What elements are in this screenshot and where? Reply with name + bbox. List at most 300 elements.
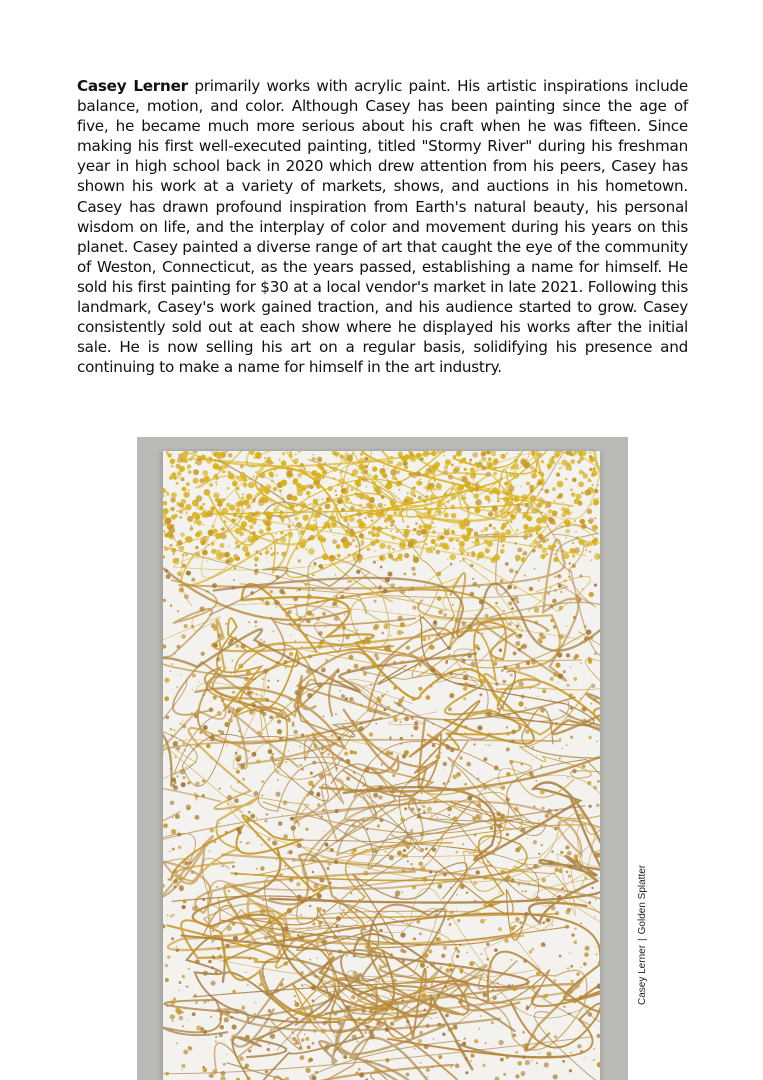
paint-dot	[437, 1023, 441, 1027]
paint-dot	[350, 501, 352, 503]
paint-dot	[340, 470, 343, 473]
paint-dot	[166, 1005, 168, 1007]
paint-dot	[211, 981, 216, 986]
paint-dot	[315, 942, 319, 946]
paint-dot	[418, 1039, 422, 1043]
paint-dot	[398, 489, 400, 491]
paint-dot	[450, 887, 452, 889]
paint-dot	[355, 545, 358, 548]
paint-dot	[280, 757, 282, 759]
paint-dot	[201, 541, 205, 545]
paint-dot	[173, 869, 177, 873]
paint-dot	[289, 1037, 291, 1039]
paint-dot	[453, 615, 455, 617]
paint-dot	[585, 549, 587, 551]
paint-dot	[313, 519, 315, 521]
paint-dot	[282, 452, 285, 455]
paint-dot	[186, 514, 188, 516]
paint-dot	[202, 844, 204, 846]
paint-dot	[233, 936, 238, 941]
paint-dot	[196, 1025, 201, 1030]
paint-dot	[526, 864, 528, 866]
paint-dot	[369, 1060, 372, 1063]
paint-dot	[440, 535, 445, 540]
paint-dot	[355, 492, 358, 495]
paint-dot	[441, 954, 445, 958]
paint-dot	[450, 554, 456, 560]
paint-dot	[332, 539, 337, 544]
paint-dot	[373, 561, 376, 564]
paint-dot	[273, 508, 278, 513]
paint-dot	[373, 485, 378, 490]
paint-dot	[481, 451, 487, 457]
paint-dot	[587, 657, 591, 661]
paint-dot	[301, 768, 304, 771]
paint-dot	[170, 728, 173, 731]
paint-dot	[583, 1026, 584, 1027]
paint-dot	[247, 691, 251, 695]
paint-dot	[169, 522, 171, 524]
paint-dot	[183, 860, 188, 865]
paint-dot	[584, 625, 587, 628]
paint-dot	[468, 624, 473, 629]
paint-dot	[199, 681, 200, 682]
paint-dot	[270, 756, 274, 760]
paint-dot	[338, 931, 340, 933]
paint-dot	[332, 523, 336, 527]
paint-dot	[563, 789, 565, 791]
paint-dot	[390, 524, 393, 527]
paint-dot	[213, 696, 217, 700]
paint-dot	[402, 922, 403, 923]
paint-dot	[434, 914, 439, 919]
paint-dot	[504, 482, 507, 485]
paint-dot	[399, 721, 401, 723]
paint-dot	[460, 970, 463, 973]
paint-dot	[385, 484, 389, 488]
paint-dot	[406, 646, 410, 650]
paint-dot	[361, 541, 364, 544]
paint-dot	[402, 631, 404, 633]
paint-dot	[336, 767, 338, 769]
paint-dot	[171, 829, 176, 834]
paint-dot	[348, 655, 353, 660]
paint-dot	[585, 946, 590, 951]
paint-dot	[182, 975, 185, 978]
paint-dot	[297, 934, 300, 937]
paint-dot	[467, 985, 469, 987]
paint-dot	[466, 892, 468, 894]
paint-dot	[186, 805, 191, 810]
paint-dot	[300, 914, 302, 916]
paint-dot	[173, 475, 178, 480]
paint-dot	[391, 1034, 393, 1036]
paint-dot	[347, 554, 350, 557]
paint-dot	[509, 816, 511, 818]
paint-dot	[225, 944, 229, 948]
paint-dot	[574, 520, 576, 522]
paint-dot	[459, 756, 462, 759]
paint-dot	[518, 846, 522, 850]
paint-dot	[411, 735, 413, 737]
paint-dot	[347, 524, 350, 527]
paint-dot	[328, 994, 332, 998]
paint-dot	[571, 511, 573, 513]
paint-dot	[418, 808, 421, 811]
paint-dot	[296, 614, 297, 615]
paint-dot	[181, 875, 183, 877]
paint-dot	[256, 817, 258, 819]
paint-dot	[270, 1034, 275, 1039]
paint-dot	[576, 494, 582, 500]
paint-dot	[317, 731, 320, 734]
paint-dot	[506, 867, 507, 868]
paint-dot	[347, 486, 350, 489]
paint-dot	[374, 653, 378, 657]
paint-dot	[480, 919, 485, 924]
paint-dot	[249, 525, 253, 529]
paint-dot	[375, 539, 380, 544]
paint-dot	[246, 915, 250, 919]
paint-dot	[347, 522, 349, 524]
paint-dot	[493, 527, 496, 530]
paint-dot	[492, 487, 498, 493]
paint-dot	[594, 517, 596, 519]
paint-dot	[196, 799, 197, 800]
paint-drip	[187, 936, 339, 1057]
paint-dot	[334, 535, 335, 536]
paint-dot	[234, 567, 236, 569]
paint-dot	[472, 489, 474, 491]
paint-dot	[566, 744, 568, 746]
paint-dot	[361, 1022, 363, 1024]
paint-dot	[407, 530, 410, 533]
paint-dot	[493, 472, 496, 475]
paint-dot	[534, 607, 539, 612]
paint-dot	[447, 919, 449, 921]
paint-dot	[390, 953, 393, 956]
paint-dot	[454, 673, 456, 675]
paint-dot	[529, 587, 534, 592]
paint-dot	[467, 553, 469, 555]
paint-dot	[595, 489, 597, 491]
paint-dot	[429, 870, 432, 873]
paint-dot	[481, 530, 484, 533]
paint-dot	[414, 721, 418, 725]
paint-dot	[474, 489, 476, 491]
paint-dot	[493, 661, 498, 666]
paint-dot	[311, 524, 318, 531]
paint-dot	[323, 943, 324, 944]
paint-dot	[327, 1019, 331, 1023]
paint-dot	[182, 905, 186, 909]
paint-dot	[417, 779, 418, 780]
paint-dot	[483, 506, 486, 509]
paint-dot	[434, 543, 438, 547]
paint-dot	[595, 526, 597, 528]
paint-dot	[470, 467, 475, 472]
paint-dot	[364, 457, 368, 461]
paint-dot	[403, 841, 405, 843]
paint-dot	[554, 500, 556, 502]
paint-dot	[186, 511, 188, 513]
paint-dot	[349, 542, 353, 546]
paint-dot	[541, 488, 544, 491]
paint-dot	[516, 664, 521, 669]
paint-dot	[420, 1062, 422, 1064]
paint-dot	[398, 451, 403, 456]
paint-dot	[299, 746, 301, 748]
paint-dot	[509, 568, 514, 573]
paint-dot	[595, 851, 598, 854]
paint-dot	[353, 670, 355, 672]
paint-dot	[328, 526, 331, 529]
paint-dot	[296, 590, 297, 591]
paint-dot	[423, 451, 429, 457]
paint-dot	[450, 910, 454, 914]
paint-dot	[451, 513, 457, 519]
paint-dot	[430, 645, 435, 650]
paint-dot	[575, 531, 577, 533]
paint-dot	[203, 516, 205, 518]
paint-dot	[338, 949, 342, 953]
paint-dot	[591, 504, 592, 505]
paint-dot	[366, 503, 372, 509]
paint-dot	[357, 511, 362, 516]
paint-dot	[339, 478, 345, 484]
paint-dot	[482, 1064, 485, 1067]
paint-dot	[283, 660, 287, 664]
paint-dot	[583, 962, 587, 966]
paint-dot	[428, 637, 431, 640]
paint-dot	[417, 815, 421, 819]
paint-dot	[386, 1069, 387, 1070]
paint-dot	[209, 456, 211, 458]
paint-dot	[260, 909, 265, 914]
paint-dot	[200, 606, 205, 611]
paint-dot	[447, 806, 452, 811]
paint-dot	[169, 544, 172, 547]
paint-dot	[448, 780, 450, 782]
paint-dot	[220, 1013, 223, 1016]
paint-dot	[487, 861, 489, 863]
paint-dot	[474, 834, 476, 836]
paint-dot	[173, 785, 176, 788]
paint-dot	[279, 873, 283, 877]
paint-dot	[491, 1021, 494, 1024]
paint-dot	[195, 959, 200, 964]
paint-dot	[448, 474, 453, 479]
paint-dot	[574, 927, 576, 929]
paint-dot	[171, 548, 176, 553]
paint-dot	[554, 576, 556, 578]
paint-dot	[409, 473, 412, 476]
paint-dot	[279, 510, 283, 514]
paint-dot	[183, 1049, 188, 1054]
paint-dot	[413, 937, 416, 940]
paint-dot	[550, 460, 555, 465]
paint-dot	[493, 818, 496, 821]
paint-dot	[427, 1076, 428, 1077]
paint-dot	[192, 451, 197, 454]
paint-dot	[469, 592, 474, 597]
paint-dot	[422, 877, 427, 882]
paint-dot	[287, 908, 292, 913]
paint-dot	[377, 824, 380, 827]
paint-dot	[260, 866, 264, 870]
paint-dot	[562, 887, 564, 889]
paint-dot	[522, 1031, 524, 1033]
paint-dot	[329, 952, 333, 956]
paint-dot	[597, 780, 600, 783]
paint-dot	[374, 600, 377, 603]
paint-dot	[390, 530, 392, 532]
paint-dot	[563, 553, 570, 560]
paint-dot	[535, 780, 537, 782]
paint-dot	[453, 1024, 457, 1028]
paint-dot	[421, 474, 424, 477]
paint-dot	[179, 546, 184, 551]
paint-dot	[195, 1001, 198, 1004]
gold-splatter-painting	[163, 451, 600, 1080]
paint-dot	[431, 451, 436, 456]
paint-dot	[513, 586, 517, 590]
paint-dot	[508, 622, 512, 626]
paint-dot	[277, 921, 282, 926]
paint-dot	[531, 659, 536, 664]
paint-dot	[347, 455, 353, 461]
paint-dot	[195, 781, 200, 786]
paint-dot	[339, 998, 341, 1000]
paint-dot	[402, 509, 404, 511]
paint-dot	[275, 792, 280, 797]
paint-dot	[447, 646, 451, 650]
paint-dot	[369, 967, 370, 968]
paint-dot	[345, 497, 350, 502]
paint-dot	[312, 761, 316, 765]
paint-dot	[458, 1000, 462, 1004]
paint-dot	[455, 804, 456, 805]
paint-dot	[265, 813, 268, 816]
paint-dot	[379, 965, 382, 968]
paint-dot	[215, 971, 218, 974]
paint-dot	[444, 768, 445, 769]
paint-dot	[510, 959, 512, 961]
paint-dot	[430, 685, 432, 687]
paint-dot	[188, 1047, 192, 1051]
paint-dot	[541, 663, 542, 664]
paint-dot	[507, 512, 510, 515]
paint-dot	[303, 467, 306, 470]
paint-dot	[463, 697, 466, 700]
paint-dot	[466, 486, 468, 488]
paint-dot	[206, 560, 207, 561]
paint-dot	[288, 850, 292, 854]
paint-dot	[593, 467, 596, 470]
paint-dot	[230, 904, 232, 906]
paint-dot	[403, 499, 408, 504]
paint-dot	[312, 457, 316, 461]
paint-dot	[506, 509, 508, 511]
paint-dot	[470, 1060, 472, 1062]
paint-dot	[470, 564, 474, 568]
paint-dot	[413, 528, 416, 531]
paint-dot	[373, 793, 378, 798]
paint-dot	[340, 786, 344, 790]
paint-dot	[386, 579, 389, 582]
paint-dot	[423, 809, 424, 810]
paint-dot	[546, 538, 549, 541]
paint-dot	[335, 809, 339, 813]
paint-dot	[407, 860, 409, 862]
paint-dot	[568, 576, 570, 578]
paint-dot	[336, 793, 338, 795]
paint-dot	[179, 509, 184, 514]
paint-dot	[165, 978, 169, 982]
paint-dot	[410, 491, 415, 496]
paint-dot	[374, 474, 378, 478]
paint-dot	[270, 590, 273, 593]
paint-dot	[571, 933, 575, 937]
paint-dot	[169, 850, 171, 852]
paint-dot	[298, 588, 301, 591]
paint-dot	[357, 937, 359, 939]
paint-dot	[248, 517, 252, 521]
paint-dot	[510, 465, 515, 470]
paint-dot	[353, 558, 355, 560]
paint-dot	[379, 556, 383, 560]
paint-dot	[507, 615, 508, 616]
paint-dot	[569, 570, 571, 572]
paint-dot	[442, 1024, 445, 1027]
paint-dot	[483, 787, 486, 790]
paint-dot	[548, 904, 550, 906]
paint-dot	[182, 742, 185, 745]
paint-dot	[538, 503, 542, 507]
paint-dot	[371, 664, 375, 668]
paint-dot	[482, 457, 487, 462]
paint-dot	[173, 879, 178, 884]
paint-dot	[175, 756, 177, 758]
paint-dot	[209, 1073, 214, 1078]
paint-dot	[255, 1044, 256, 1045]
paint-dot	[340, 913, 342, 915]
paint-dot	[287, 494, 293, 500]
paint-dot	[240, 464, 244, 468]
paint-dot	[167, 453, 171, 457]
paint-dot	[279, 490, 282, 493]
paint-dot	[312, 588, 315, 591]
paint-dot	[499, 509, 502, 512]
paint-dot	[340, 595, 344, 599]
paint-dot	[454, 947, 458, 951]
paint-dot	[583, 719, 586, 722]
paint-dot	[443, 946, 447, 950]
paint-dot	[545, 506, 547, 508]
paint-dot	[402, 869, 406, 873]
paint-dot	[455, 538, 459, 542]
paint-dot	[311, 858, 315, 862]
paint-dot	[179, 1016, 184, 1021]
paint-dot	[365, 486, 367, 488]
paint-dot	[283, 800, 288, 805]
paint-dot	[428, 475, 430, 477]
paint-dot	[434, 488, 436, 490]
paint-dot	[450, 563, 453, 566]
paint-dot	[325, 843, 329, 847]
paint-dot	[303, 514, 309, 520]
paint-dot	[549, 519, 555, 525]
